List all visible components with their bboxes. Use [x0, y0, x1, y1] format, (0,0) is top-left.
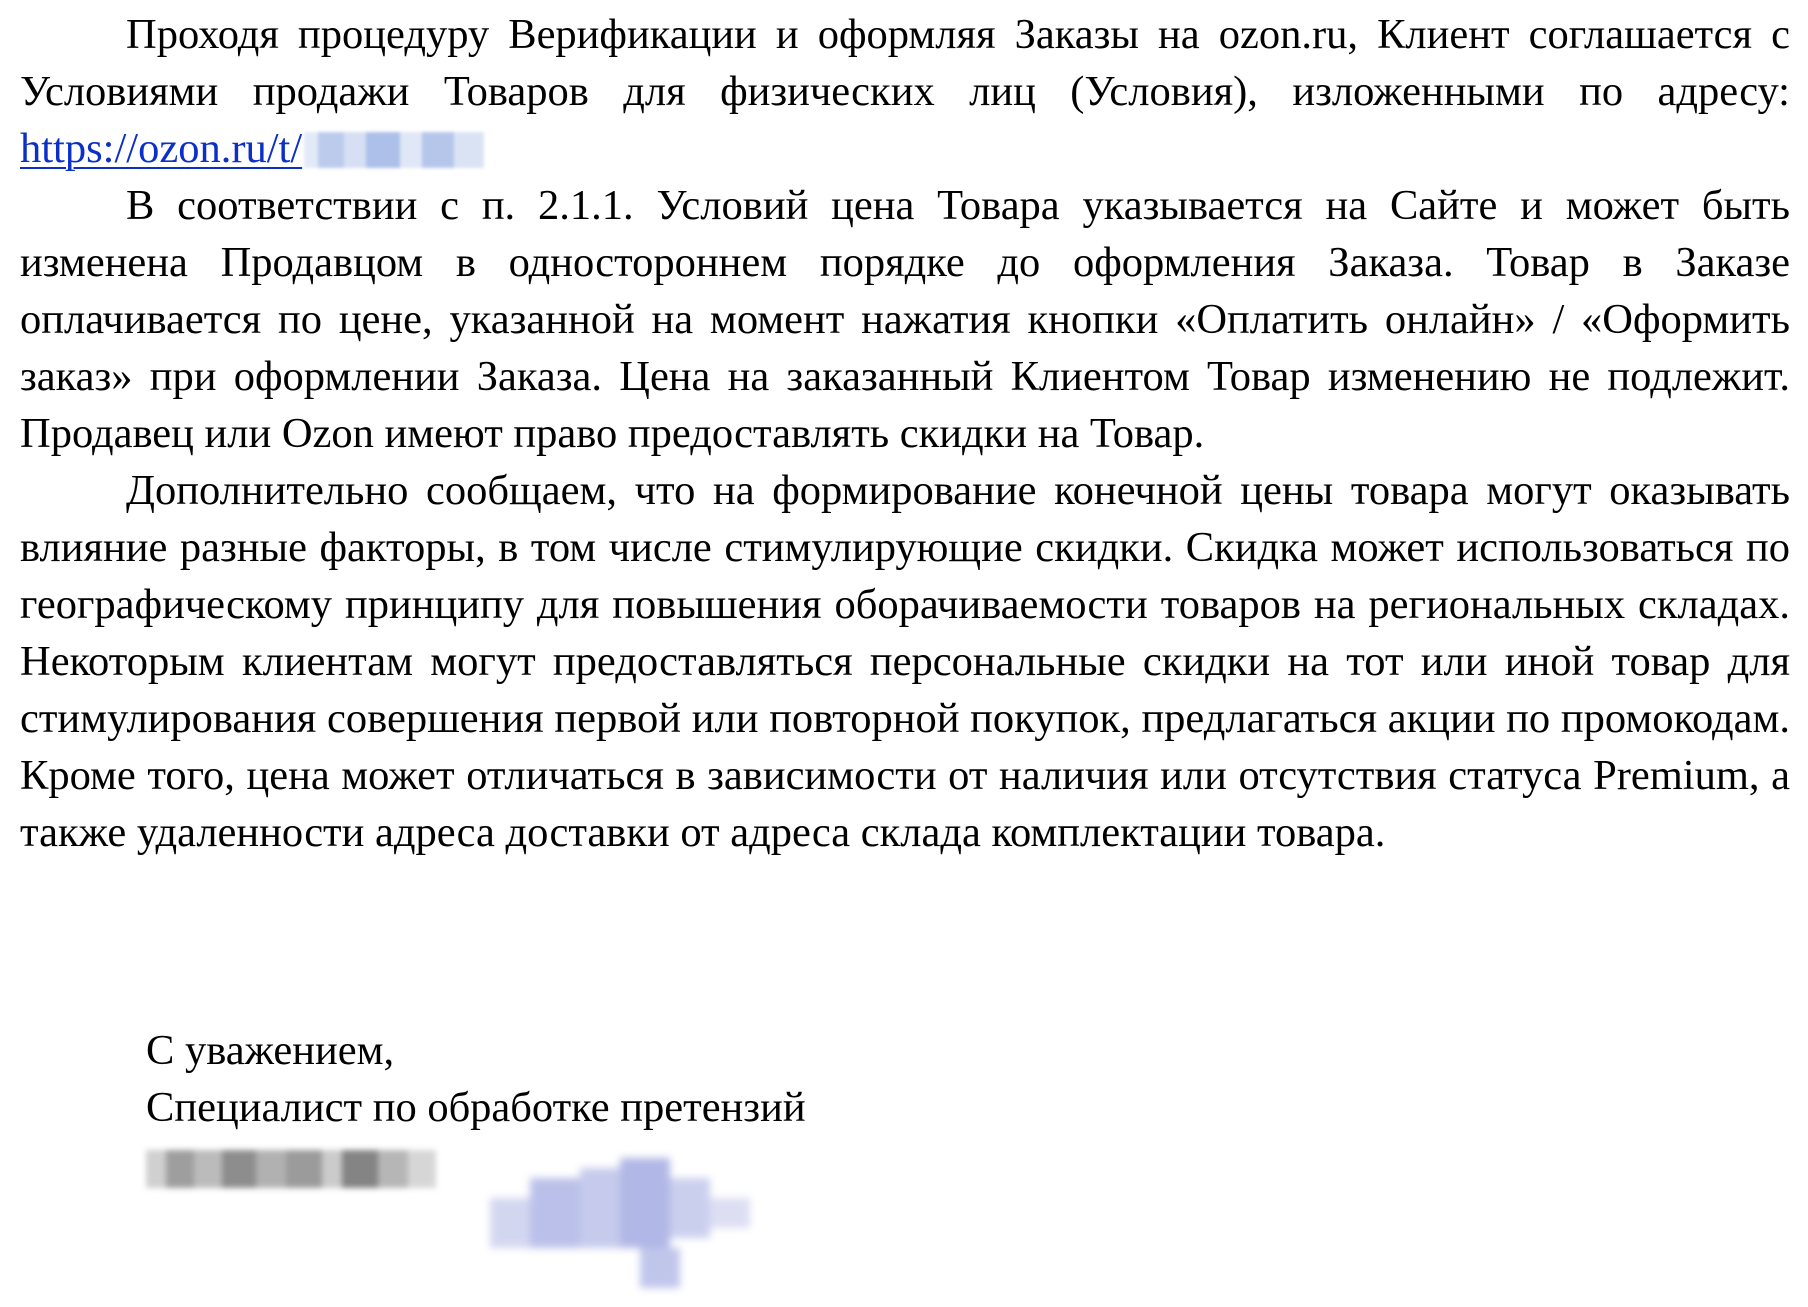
greeting: С уважением,: [146, 1027, 395, 1074]
redacted-signer-name: [146, 1150, 436, 1188]
signature-blob-5: [670, 1178, 710, 1238]
paragraph-price-factors: Дополнительно сообщаем, что на формирование конечной цены товара могут оказывать влияние разные факторы, в том числе стимулирующие скидки. Скидка может использоваться по географическому принципу для повышения оборачиваемости товаров на региональных складах. Некоторым клиентам могут предоставляться персональные скидки на тот или иной товар для стимулирования совершения первой или повторной покупок, предлагаться акции по промокодам. Кроме того, цена может отличаться в зависимости от наличия или отсутствия статуса Premium, а также удаленности адреса доставки от адреса склада комплектации товара.: [20, 467, 1790, 856]
redacted-signature: [490, 1158, 790, 1298]
redacted-link-path: [304, 132, 484, 168]
signoff-block: [146, 1022, 806, 1136]
terms-link[interactable]: https://ozon.ru/t/: [20, 125, 303, 172]
signature-blob-2: [530, 1178, 580, 1248]
signer-position: Специалист по обработке претензий: [146, 1084, 806, 1131]
signature-blob-4: [620, 1158, 670, 1248]
paragraph-price-terms: В соответствии с п. 2.1.1. Условий цена Товара указывается на Сайте и может быть изменена Продавцом в одностороннем порядке до оформления Заказа. Товар в Заказе оплачивается по цене, указанной на момент нажатия кнопки «Оплатить онлайн» / «Оформить заказ» при оформлении Заказа. Цена на заказанный Клиентом Товар изменению не подлежит. Продавец или Ozon имеют право предоставлять скидки на Товар.: [20, 182, 1790, 457]
signature-blob-6: [710, 1198, 750, 1228]
signature-blob-3: [580, 1168, 620, 1248]
signature-blob-7: [640, 1248, 680, 1288]
letter-body: [20, 0, 1790, 861]
paragraph-verification: [20, 6, 1790, 177]
paragraph-verification-text: Проходя процедуру Верификации и оформляя Заказы на ozon.ru, Клиент соглашается с Условиями продажи Товаров для физических лиц (Условия), изложенными по адресу:: [20, 11, 1790, 115]
signature-blob-1: [490, 1198, 530, 1248]
